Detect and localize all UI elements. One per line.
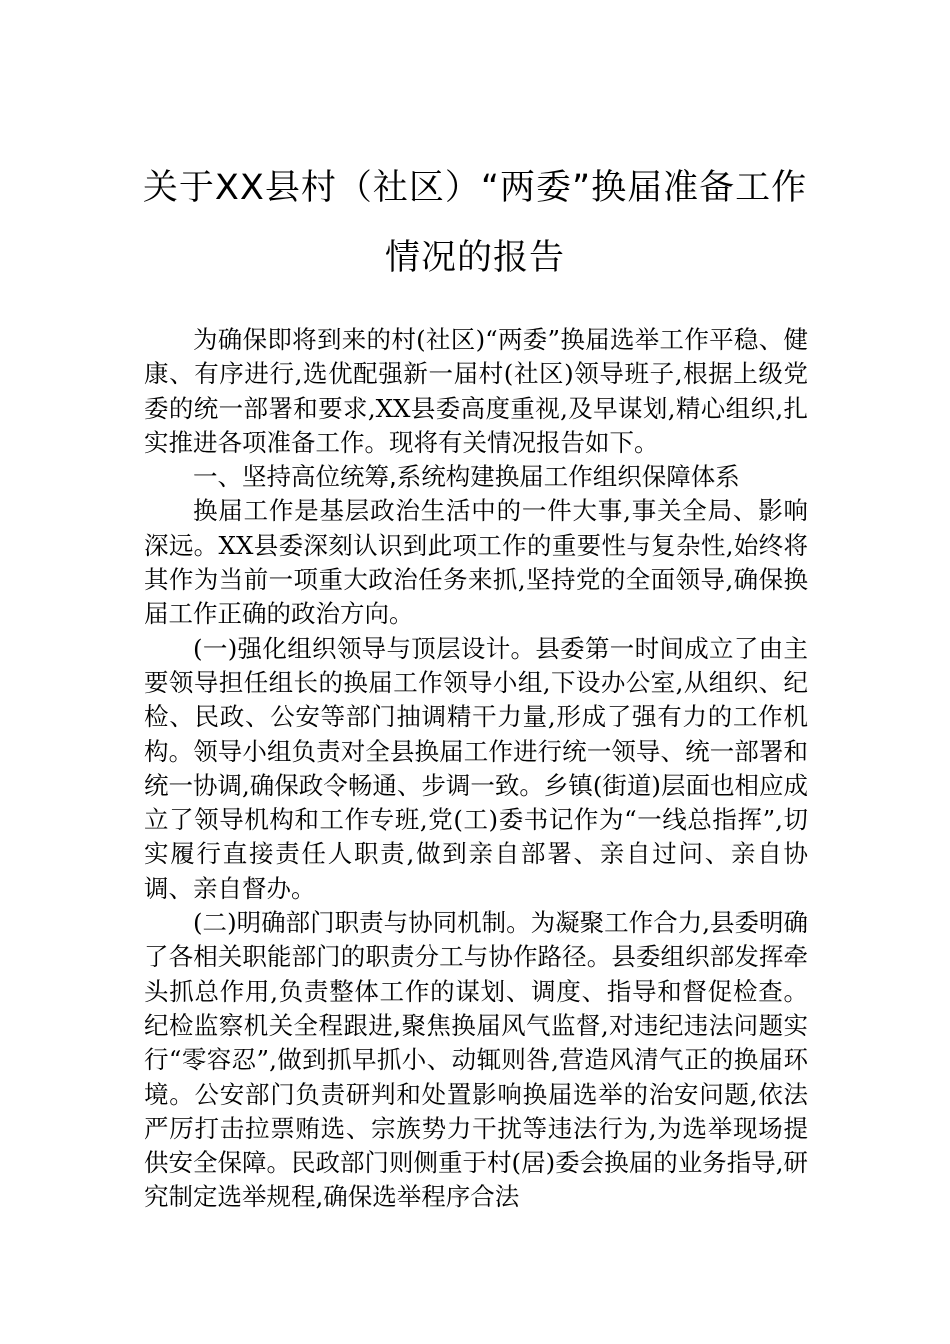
intro-paragraph: 为确保即将到来的村(社区)“两委”换届选举工作平稳、健康、有序进行,选优配强新一届村(社区)领导班子,根据上级党委的统一部署和要求,XX县委高度重视,及早谋划,精心组织,扎实推进各项准备工作。现将有关情况报告如下。 — [144, 325, 808, 457]
section-heading-1: 一、坚持高位统筹,系统构建换届工作组织保障体系 — [193, 462, 740, 492]
document-title-line-1: 关于XX县村（社区）“两委”换届准备工作 — [142, 168, 808, 208]
body-paragraph: (二)明确部门职责与协同机制。为凝聚工作合力,县委明确了各相关职能部门的职责分工与协作路径。县委组织部发挥牵头抓总作用,负责整体工作的谋划、调度、指导和督促检查。纪检监察机关全程跟进,聚焦换届风气监督,对违纪违法问题实行“零容忍”,做到抓早抓小、动辄则咎,营造风清气正的换届环境。公安部门负责研判和处置影响换届选举的治安问题,依法严厉打击拉票贿选、宗族势力干扰等违法行为,为选举现场提供安全保障。民政部门则侧重于村(居)委会换届的业务指导,研究制定选举规程,确保选举程序合法 — [144, 908, 808, 1212]
body-paragraph: 换届工作是基层政治生活中的一件大事,事关全局、影响深远。XX县委深刻认识到此项工作的重要性与复杂性,始终将其作为当前一项重大政治任务来抓,坚持党的全面领导,确保换届工作正确的政治方向。 — [144, 496, 808, 629]
document-title-line-2: 情况的报告 — [384, 238, 565, 278]
body-paragraph: (一)强化组织领导与顶层设计。县委第一时间成立了由主要领导担任组长的换届工作领导小组,下设办公室,从组织、纪检、民政、公安等部门抽调精干力量,形成了强有力的工作机构。领导小组负责对全县换届工作进行统一领导、统一部署和统一协调,确保政令畅通、步调一致。乡镇(街道)层面也相应成立了领导机构和工作专班,党(工)委书记作为“一线总指挥”,切实履行直接责任人职责,做到亲自部署、亲自过问、亲自协调、亲自督办。 — [144, 633, 808, 903]
document-body — [144, 323, 808, 1215]
